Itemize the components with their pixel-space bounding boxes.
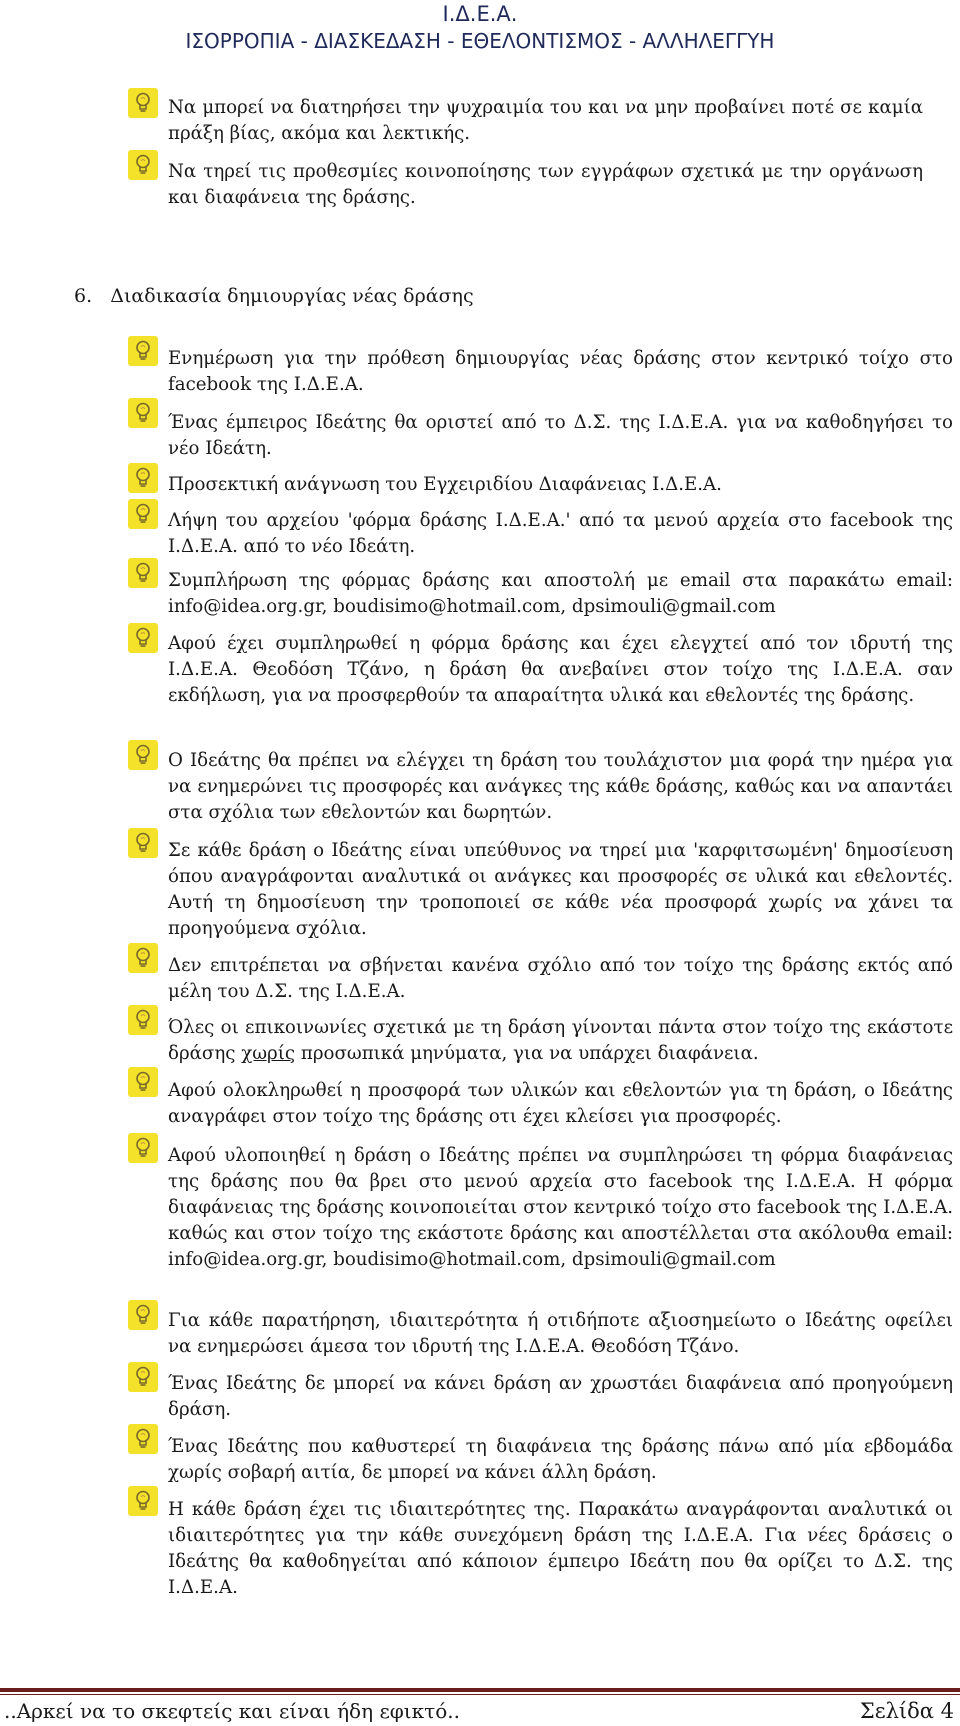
footer-slogan: ..Αρκεί να το σκεφτείς και είναι ήδη εφικτό.. [4, 1699, 460, 1723]
lightbulb-icon [128, 1067, 158, 1097]
footer-divider [0, 1688, 960, 1695]
lightbulb-icon [128, 1486, 158, 1516]
header-subtitle: ΙΣΟΡΡΟΠΙΑ - ΔΙΑΣΚΕΔΑΣΗ - ΕΘΕΛΟΝΤΙΣΜΟΣ - ΑΛΛΗΛΕΓΓΥΗ [185, 29, 775, 53]
section-number: 6. [74, 285, 93, 307]
lightbulb-icon [128, 150, 158, 180]
underlined-text: χωρίς [241, 1043, 296, 1064]
list-item: Ένας έμπειρος Ιδεάτης θα οριστεί από το Δ.Σ. της Ι.Δ.Ε.Α. για να καθοδηγήσει το νέο Ιδεάτη. [168, 412, 953, 459]
lightbulb-icon [128, 1133, 158, 1163]
list-item: Να μπορεί να διατηρήσει την ψυχραιμία του και να μην προβαίνει ποτέ σε καμία πράξη βίας, ακόμα και λεκτικής. [168, 97, 923, 144]
lightbulb-icon [128, 558, 158, 588]
list-item: Αφού υλοποιηθεί η δράση ο Ιδεάτης πρέπει να συμπληρώσει τη φόρμα διαφάνειας της δράσης που θα βρει στο μενού αρχεία στο facebook της Ι.Δ.Ε.Α. Η φόρμα διαφάνειας της δράσης κοινοποιείται στον κεντρικό τοίχο στο facebook της Ι.Δ.Ε.Α. καθώς και στον τοίχο της εκάστοτε δράσης και αποστέλλεται στα ακόλουθα email: info@idea.org.gr, boudisimo@hotmail.com, dpsimouli@gmail.com [168, 1145, 953, 1270]
list-item: Να τηρεί τις προθεσμίες κοινοποίησης των εγγράφων σχετικά με την οργάνωση και διαφάνεια της δράσης. [168, 161, 923, 208]
list-item: Για κάθε παρατήρηση, ιδιαιτερότητα ή οτιδήποτε αξιοσημείωτο ο Ιδεάτης οφείλει να ενημερώσει άμεσα τον ιδρυτή της Ι.Δ.Ε.Α. Θεοδόση Τζάνο. [168, 1310, 953, 1357]
list-item: Συμπλήρωση της φόρμας δράσης και αποστολή με email στα παρακάτω email: info@idea.org.gr, boudisimo@hotmail.com, dpsimouli@gmail.com [168, 570, 953, 617]
list-item: Αφού ολοκληρωθεί η προσφορά των υλικών και εθελοντών για τη δράση, ο Ιδεάτης αναγράφει στον τοίχο της δράσης οτι έχει κλείσει για προσφορές. [168, 1080, 953, 1127]
list-item: Η κάθε δράση έχει τις ιδιαιτερότητες της. Παρακάτω αναγράφονται αναλυτικά οι ιδιαιτερότητες για την κάθε συνεχόμενη δράση της Ι.Δ.Ε.Α. Για νέες δράσεις ο Ιδεάτης θα καθοδηγείται από κάποιον έμπειρο Ιδεάτη που θα ορίζει το Δ.Σ. της Ι.Δ.Ε.Α. [168, 1499, 953, 1598]
lightbulb-icon [128, 398, 158, 428]
list-item: Σε κάθε δράση ο Ιδεάτης είναι υπεύθυνος να τηρεί μια 'καρφιτσωμένη' δημοσίευση όπου αναγράφονται αναλυτικά οι ανάγκες και προσφορές σε υλικά και εθελοντές. Αυτή τη δημοσίευση την τροποποιεί σε κάθε νέα προσφορά χωρίς να χάνει τα προηγούμενα σχόλια. [168, 840, 953, 939]
lightbulb-icon [128, 828, 158, 858]
list-item: Δεν επιτρέπεται να σβήνεται κανένα σχόλιο από τον τοίχο της δράσης εκτός από μέλη του Δ.Σ. της Ι.Δ.Ε.Α. [168, 955, 953, 1002]
item-text: προσωπικά μηνύματα, για να υπάρχει διαφάνεια. [295, 1043, 759, 1064]
page-number: Σελίδα 4 [859, 1699, 954, 1723]
lightbulb-icon [128, 336, 158, 366]
list-item: Ένας Ιδεάτης δε μπορεί να κάνει δράση αν χρωστάει διαφάνεια από προηγούμενη δράση. [168, 1373, 953, 1420]
list-item: Προσεκτική ανάγνωση του Εγχειριδίου Διαφάνειας Ι.Δ.Ε.Α. [168, 474, 722, 495]
header-title: Ι.Δ.Ε.Α. [442, 2, 518, 26]
list-item [168, 1015, 953, 1067]
list-item: Λήψη του αρχείου 'φόρμα δράσης Ι.Δ.Ε.Α.' από τα μενού αρχεία στο facebook της Ι.Δ.Ε.Α. από το νέο Ιδεάτη. [168, 510, 953, 557]
list-item: Ο Ιδεάτης θα πρέπει να ελέγχει τη δράση του τουλάχιστον μια φορά την ημέρα για να ενημερώνει τις προσφορές και ανάγκες της κάθε δράσης, καθώς και να απαντάει στα σχόλια των εθελοντών και δωρητών. [168, 750, 953, 823]
section-heading [74, 283, 474, 309]
lightbulb-icon [128, 943, 158, 973]
section-title: Διαδικασία δημιουργίας νέας δράσης [110, 285, 474, 307]
lightbulb-icon [128, 623, 158, 653]
list-item: Ενημέρωση για την πρόθεση δημιουργίας νέας δράσης στον κεντρικό τοίχο στο facebook της Ι.Δ.Ε.Α. [168, 348, 953, 395]
lightbulb-icon [128, 740, 158, 770]
list-item: Ένας Ιδεάτης που καθυστερεί τη διαφάνεια της δράσης πάνω από μία εβδομάδα χωρίς σοβαρή αιτία, δε μπορεί να κάνει άλλη δράση. [168, 1436, 953, 1483]
lightbulb-icon [128, 463, 158, 493]
lightbulb-icon [128, 499, 158, 529]
lightbulb-icon [128, 88, 158, 118]
item-text: Όλες οι επικοινωνίες σχετικά με τη δράση γίνονται πάντα στον τοίχο της εκάστοτε δράσης [168, 1017, 953, 1064]
lightbulb-icon [128, 1300, 158, 1330]
list-item: Αφού έχει συμπληρωθεί η φόρμα δράσης και έχει ελεγχτεί από τον ιδρυτή της Ι.Δ.Ε.Α. Θεοδόση Τζάνο, η δράση θα ανεβαίνει στον τοίχο της Ι.Δ.Ε.Α. σαν εκδήλωση, για να προσφερθούν τα απαραίτητα υλικά και εθελοντές της δράσης. [168, 633, 953, 706]
lightbulb-icon [128, 1362, 158, 1392]
lightbulb-icon [128, 1424, 158, 1454]
page-header [0, 2, 960, 54]
lightbulb-icon [128, 1005, 158, 1035]
